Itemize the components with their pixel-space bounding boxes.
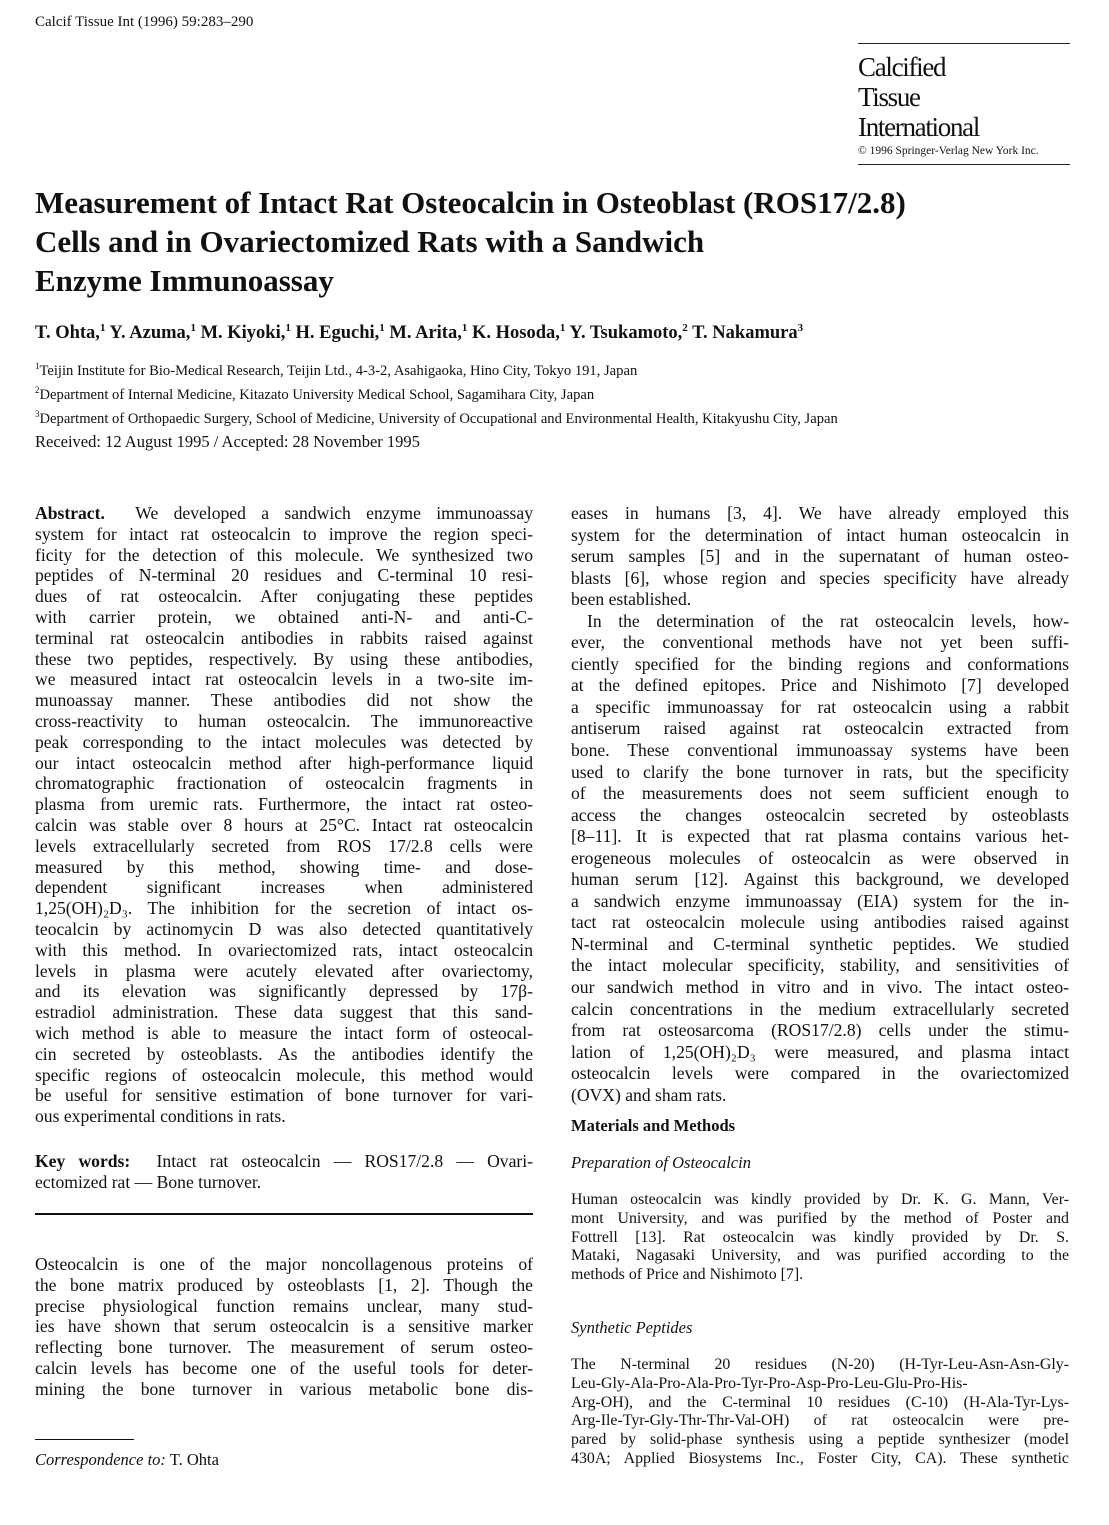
text-line: calcin was stable over 8 hours at 25°C. Intact rat osteocalcin xyxy=(35,814,533,835)
text-line: dependent significant increases when administered xyxy=(35,877,533,898)
affiliation-text: Department of Internal Medicine, Kitazato University Medical School, Sagamihara City, Japan xyxy=(39,386,595,403)
title-line: Cells and in Ovariectomized Rats with a Sandwich xyxy=(35,224,705,259)
text-line: calcin concentrations in the medium extracellularly secreted xyxy=(571,998,1069,1019)
text-line: ies have shown that serum osteocalcin is a sensitive marker xyxy=(35,1316,533,1337)
text-line: terminal rat osteocalcin antibodies in rabbits raised against xyxy=(35,627,533,648)
correspondence xyxy=(35,1450,219,1470)
author-list xyxy=(35,322,803,344)
text-line: (OVX) and sham rats. xyxy=(571,1084,727,1105)
text-line: dues of rat osteocalcin. After conjugating these peptides xyxy=(35,586,533,607)
text-line: ciently specified for the binding regions and conformations xyxy=(571,653,1069,674)
text-line: estradiol administration. These data suggest that this sand- xyxy=(35,1002,533,1023)
text-line: a sandwich enzyme immunoassay (EIA) system for the in- xyxy=(571,890,1069,911)
text-line: plasma from uremic rats. Furthermore, the intact rat osteo- xyxy=(35,794,533,815)
abstract xyxy=(35,503,533,1127)
author-affiliation-number: 1 xyxy=(190,322,196,334)
text-line: used to clarify the bone turnover in rats, but the specificity xyxy=(571,761,1069,782)
text-line: pared by solid-phase synthesis using a peptide synthesizer (model xyxy=(571,1431,1069,1449)
text-line: tact rat osteocalcin molecule using antibodies raised against xyxy=(571,912,1069,933)
text-line: cin secreted by osteoblasts. As the antibodies identify the xyxy=(35,1043,533,1064)
text-line: methods of Price and Nishimoto [7]. xyxy=(571,1266,804,1284)
text-line: a specific immunoassay for rat osteocalcin using a rabbit xyxy=(571,696,1069,717)
text-line: ever, the conventional methods have not yet been suffi- xyxy=(571,632,1069,653)
text-line: lation of 1,25(OH)₂D₃ were measured, and plasma intact xyxy=(571,1041,1069,1062)
correspondence-name: T. Ohta xyxy=(169,1450,219,1469)
affiliation-number: 3 xyxy=(35,408,40,419)
affiliation-number: 1 xyxy=(35,361,40,371)
footnote-rule xyxy=(35,1439,134,1440)
received-dates: Received: 12 August 1995 / Accepted: 28 November 1995 xyxy=(35,432,420,451)
text-line: Mataki, Nagasaki University, and was purified according to the xyxy=(571,1247,1069,1265)
introduction-right xyxy=(571,503,1069,1106)
affiliation-number: 2 xyxy=(35,384,40,395)
abstract-text: We developed a sandwich enzyme immunoassay xyxy=(135,503,533,523)
synthetic-peptides-text xyxy=(571,1356,1069,1469)
text-line: peptides of N-terminal 20 residues and C-terminal 10 resi- xyxy=(35,565,533,586)
text-line: Leu-Gly-Ala-Pro-Ala-Pro-Tyr-Pro-Asp-Pro-Leu-Glu-Pro-His- xyxy=(571,1374,968,1392)
text-line: peak corresponding to the intact molecules was detected by xyxy=(35,731,533,752)
text-line: chromatographic fractionation of osteocalcin fragments in xyxy=(35,773,533,794)
text-line: our intact osteocalcin method after high-performance liquid xyxy=(35,752,533,773)
text-line: [8–11]. It is expected that rat plasma contains various het- xyxy=(571,826,1069,847)
text-line: measured by this method, showing time- and dose- xyxy=(35,856,533,877)
text-line: blasts [6], whose region and species specificity have already xyxy=(571,567,1069,588)
introduction-left xyxy=(35,1254,533,1400)
subsection-heading: Synthetic Peptides xyxy=(571,1318,693,1337)
author-name: M. Arita, xyxy=(389,323,462,344)
text-line: ficity for the detection of this molecule. We synthesized two xyxy=(35,544,533,565)
affiliation-text: Teijin Institute for Bio-Medical Research, Teijin Ltd., 4-3-2, Asahigaoka, Hino City, Tokyo 191, Japan xyxy=(39,362,638,379)
text-line: been established. xyxy=(571,589,692,610)
text-line: system for the determination of intact human osteocalcin in xyxy=(571,524,1069,545)
text-line: the intact molecular specificity, stability, and sensitivities of xyxy=(571,955,1069,976)
title-line: Enzyme Immunoassay xyxy=(35,263,334,298)
text-line: teocalcin by actinomycin D was also detected quantitatively xyxy=(35,918,533,939)
logo-line: Calcified xyxy=(858,52,946,82)
text-line: calcin levels has become one of the useful tools for deter- xyxy=(35,1357,533,1378)
journal-citation: Calcif Tissue Int (1996) 59:283–290 xyxy=(35,14,254,30)
text-line: with this method. In ovariectomized rats, intact osteocalcin xyxy=(35,939,533,960)
keywords-text: Intact rat osteocalcin — ROS17/2.8 — Ovari- xyxy=(156,1151,533,1171)
section-heading: Materials and Methods xyxy=(571,1116,736,1135)
text-line: access the changes osteocalcin secreted by osteoblasts xyxy=(571,804,1069,825)
text-line: our sandwich method in vitro and in vivo. The intact osteo- xyxy=(571,977,1069,998)
abstract-label: Abstract. xyxy=(35,503,105,523)
text-line: osteocalcin levels were compared in the ovariectomized xyxy=(571,1063,1069,1084)
text-line: 1,25(OH)₂D₃. The inhibition for the secretion of intact os- xyxy=(35,898,533,919)
text-line: specific regions of osteocalcin molecule, this method would xyxy=(35,1064,533,1085)
author-name: Y. Azuma, xyxy=(109,323,191,344)
author-affiliation-number: 1 xyxy=(461,322,468,334)
text-line: Arg-Ile-Tyr-Gly-Thr-Thr-Val-OH) of rat osteocalcin were pre- xyxy=(571,1412,1069,1430)
text-line: erogeneous molecules of osteocalcin as were observed in xyxy=(571,847,1069,868)
text-line: cross-reactivity to human osteocalcin. The immunoreactive xyxy=(35,710,533,731)
text-line: munoassay manner. These antibodies did not show the xyxy=(35,690,533,711)
text-line: system for intact rat osteocalcin to improve the region speci- xyxy=(35,523,533,544)
text-line: Arg-OH), and the C-terminal 10 residues (C-10) (H-Ala-Tyr-Lys- xyxy=(571,1393,1069,1411)
affiliations xyxy=(35,357,838,429)
text-line: mont University, and was purified by the method of Poster and xyxy=(571,1209,1069,1227)
text-line: N-terminal and C-terminal synthetic peptides. We studied xyxy=(571,933,1069,954)
text-line: In the determination of the rat osteocalcin levels, how- xyxy=(587,610,1069,631)
subsection-heading: Preparation of Osteocalcin xyxy=(571,1153,751,1172)
text-line: at the defined epitopes. Price and Nishimoto [7] developed xyxy=(571,675,1069,696)
text-line: human serum [12]. Against this background, we developed xyxy=(571,869,1069,890)
copyright: © 1996 Springer-Verlag New York Inc. xyxy=(858,145,1039,157)
text-line: ous experimental conditions in rats. xyxy=(35,1106,286,1127)
author-affiliation-number: 3 xyxy=(797,322,804,334)
text-line: with carrier protein, we obtained anti-N- and anti-C- xyxy=(35,606,533,627)
author-name: T. Ohta, xyxy=(35,323,100,344)
text-line: these two peptides, respectively. By using these antibodies, xyxy=(35,648,533,669)
correspondence-label: Correspondence to: xyxy=(35,1450,166,1469)
author-affiliation-number: 1 xyxy=(559,322,566,334)
keywords-label: Key words: xyxy=(35,1151,131,1171)
keywords-text: ectomized rat — Bone turnover. xyxy=(35,1171,262,1192)
text-line: Fottrell [13]. Rat osteocalcin was kindly provided by Dr. S. xyxy=(571,1228,1069,1246)
text-line: the bone matrix produced by osteoblasts [1, 2]. Though the xyxy=(35,1274,533,1295)
logo-line: International xyxy=(858,112,980,142)
text-line: Osteocalcin is one of the major noncollagenous proteins of xyxy=(35,1254,533,1274)
author-affiliation-number: 1 xyxy=(379,322,385,334)
affiliation-text: Department of Orthopaedic Surgery, School of Medicine, University of Occupational and Environmental Health, Kitakyushu City, Japan xyxy=(39,410,838,427)
affiliation xyxy=(35,357,838,381)
text-line: from rat osteosarcoma (ROS17/2.8) cells under the stimu- xyxy=(571,1020,1069,1041)
author-affiliation-number: 1 xyxy=(285,322,291,334)
text-line: reflecting bone turnover. The measurement of serum osteo- xyxy=(35,1337,533,1358)
section-divider xyxy=(35,1213,533,1215)
preparation-text xyxy=(571,1191,1069,1285)
affiliation xyxy=(35,405,838,429)
author-affiliation-number: 1 xyxy=(99,322,106,334)
author-name: M. Kiyoki, xyxy=(200,323,286,344)
text-line: The N-terminal 20 residues (N-20) (H-Tyr-Leu-Asn-Asn-Gly- xyxy=(571,1356,1069,1373)
affiliation xyxy=(35,381,838,405)
text-line: be useful for sensitive estimation of bone turnover for vari- xyxy=(35,1085,533,1106)
text-line: levels in plasma were acutely elevated after ovariectomy, xyxy=(35,960,533,981)
author-name: H. Eguchi, xyxy=(295,323,380,344)
text-line: precise physiological function remains unclear, many stud- xyxy=(35,1295,533,1316)
text-line: wich method is able to measure the intact form of osteocal- xyxy=(35,1022,533,1043)
logo-line: Tissue xyxy=(858,82,920,112)
text-line: levels extracellularly secreted from ROS 17/2.8 cells were xyxy=(35,835,533,856)
methods-heading xyxy=(571,1116,735,1136)
title-line: Measurement of Intact Rat Osteocalcin in Osteoblast (ROS17/2.8) xyxy=(35,185,906,220)
text-line: Human osteocalcin was kindly provided by Dr. K. G. Mann, Ver- xyxy=(571,1191,1069,1208)
text-line: antiserum raised against rat osteocalcin extracted from xyxy=(571,718,1069,739)
journal-logo xyxy=(858,43,1070,165)
author-name: K. Hosoda, xyxy=(471,323,560,344)
text-line: 430A; Applied Biosystems Inc., Foster City, CA). These synthetic xyxy=(571,1449,1069,1467)
text-line: we measured intact rat osteocalcin levels in a two-site im- xyxy=(35,669,533,690)
author-affiliation-number: 2 xyxy=(682,322,688,334)
article-title xyxy=(35,183,1035,300)
text-line: and its elevation was significantly depressed by 17β- xyxy=(35,981,533,1002)
author-name: T. Nakamura xyxy=(692,323,798,344)
text-line: bone. These conventional immunoassay systems have been xyxy=(571,740,1069,761)
author-name: Y. Tsukamoto, xyxy=(569,323,683,344)
keywords xyxy=(35,1151,533,1193)
text-line: of the measurements does not seem sufficient enough to xyxy=(571,783,1069,804)
text-line: eases in humans [3, 4]. We have already employed this xyxy=(571,503,1069,523)
text-line: serum samples [5] and in the supernatant of human osteo- xyxy=(571,546,1069,567)
text-line: mining the bone turnover in various metabolic bone dis- xyxy=(35,1378,533,1399)
